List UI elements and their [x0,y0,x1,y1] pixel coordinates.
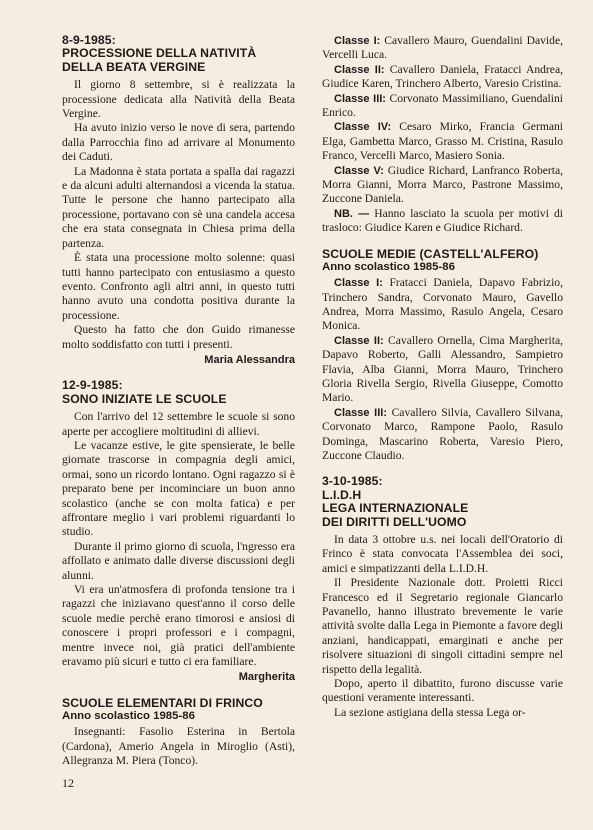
article-body [62,725,295,768]
class-entry [322,34,563,63]
article-subtitle: Anno scolastico 1985-86 [62,710,195,723]
page-number: 12 [62,776,74,790]
paragraph: Insegnanti: Fasolio Esterina in Bertola (Cardona), Amerio Angela in Miroglio (Asti), Allegranza M. Piera (Tonco). [62,725,295,768]
class-students: Cesaro Mirko, Francia Germani Elga, Gambetta Marco, Grasso M. Cristina, Rasulo Franco, Vercelli Marco, Masiero Sonia. [322,120,563,163]
class-label: Classe II: [334,334,384,347]
class-label: Classe I: [334,35,381,47]
paragraph: La sezione astigiana della stessa Lega or- [334,705,526,719]
article-title: SCUOLE MEDIE (CASTELL'ALFERO) [322,246,539,261]
class-label: Classe I: [334,277,383,290]
class-entry [322,92,563,121]
class-students: Corvonato Massimiliano, Guendalini Enrico. [322,91,563,120]
article-title: DELLA BEATA VERGINE [62,59,206,74]
class-entry [322,120,563,163]
paragraph: Vi era un'atmosfera di profonda tensione tra i ragazzi che iniziavano quest'anno il corso delle scuole medie perchè erano timorosi e ansiosi di conoscere i propri professori e i compagni, mentre invece noi, già pratici dell'ambiente eravamo più sicuri e tutto ci era familiare. [62,583,295,669]
article-date: 12-9-1985: [62,378,123,393]
class-label: Classe III: [334,406,388,419]
paragraph: Il giorno 8 settembre, si è realizzata la processione dedicata alla Natività della Beata Vergine. [62,78,295,121]
class-label: Classe II: [334,63,385,76]
paragraph: Questo ha fatto che don Guido rimanesse molto soddisfatto con tutti i presenti. [62,323,295,351]
paragraph: Dopo, aperto il dibattito, furono discusse varie questioni veramente interessanti. [322,677,563,705]
article-title: SONO INIZIATE LE SCUOLE [62,391,227,406]
article-scuole-medie [322,248,563,464]
nb-label: NB. — [334,207,370,220]
class-entry [322,406,563,464]
paragraph: La Madonna è stata portata a spalla dai ragazzi e da alcuni adulti alternandosi a vicenda la statua. Tutte le persone che hanno partecipato alla processione, portavano con sè una candela accesa che era stata consegnata in Chiesa prima della partenza. [62,164,295,250]
article-subtitle: Anno scolastico 1985-86 [322,261,455,274]
class-label: Classe V: [334,164,384,177]
article-body [62,410,295,669]
right-column [322,34,563,720]
article-title: L.I.D.H [322,487,362,502]
article-scuole [62,379,295,685]
paragraph: Durante il primo giorno di scuola, l'ngresso era affollato e animato dalle diverse discussioni degli alunni. [62,539,295,582]
article-title: LEGA INTERNAZIONALE [322,501,469,516]
article-lidh [322,475,563,720]
elementari-classes [322,34,563,236]
class-students: Cavallero Ornella, Cima Margherita, Dapavo Roberto, Galli Alessandro, Sampietro Flavia, Alba Gianni, Morra Mauro, Trinchero Gloria Rivella Sergio, Rivella Giuseppe, Comotto Mario. [322,333,563,405]
class-entry [322,164,563,207]
paragraph: Il Presidente Nazionale dott. Proietti Ricci Francesco ed il Segretario regionale Giancarlo Pavanello, hanno illustrato brevemente le varie attività svolte dalla Lega in Piemonte a favore degli anziani, handicappati, emarginati e anche per risolvere situazioni di singoli cittadini sempre nel rispetto della legalità. [322,576,563,676]
article-title: PROCESSIONE DELLA NATIVITÀ [62,46,257,61]
nota-bene [322,207,563,236]
class-students: Cavallero Daniela, Fratacci Andrea, Giudice Karen, Trinchero Alberto, Varesio Cristina. [322,62,563,91]
class-entry [322,334,563,406]
paragraph: Con l'arrivo del 12 settembre le scuole si sono aperte per accogliere moltitudini di allievi. [62,410,295,438]
class-entry [322,276,563,334]
article-signature: Maria Alessandra [204,353,295,366]
paragraph: Le vacanze estive, le gite spensierate, le belle giornate trascorse in compagnia degli amici, ormai, sono un ricordo lontano. Ogni ragazzo si è preparato bene per incominciare un buon anno scolastico (anche se con molta fatica) e per affrontare meglio i vari problemi riguardanti lo studio. [62,438,295,539]
article-processione [62,34,295,367]
article-title: DEI DIRITTI DELL'UOMO [322,514,467,529]
nb-text: Hanno lasciato la scuola per motivi di trasloco: Giudice Karen e Giudice Richard. [322,206,563,235]
article-date: 3-10-1985: [322,474,383,489]
paragraph: Ha avuto inizio verso le nove di sera, partendo dalla Parrocchia fino ad arrivare al Monumento dei Caduti. [62,121,295,164]
class-label: Classe III: [334,92,386,105]
article-date: 8-9-1985: [62,33,116,47]
article-body [322,533,563,720]
article-elementari [62,697,295,769]
class-entry [322,63,563,92]
class-students: Cavallero Silvia, Cavallero Silvana, Corvonato Marco, Rampone Paolo, Rasulo Dominga, Mascarino Roberta, Varesio Piero, Zuccone Claudio. [322,405,563,462]
paragraph: È stata una processione molto solenne: quasi tutti hanno partecipato con entusiasmo a questo evento. Confronto agli altri anni, in questo tutti hanno avuto una condotta positiva durante la processione. [62,251,295,322]
class-label: Classe IV: [334,121,392,134]
left-column [62,34,295,769]
class-students: Giudice Richard, Lanfranco Roberta, Morra Gianni, Morra Marco, Pastrone Massimo, Zuccone Daniela. [322,163,564,206]
article-signature: Margherita [238,671,295,684]
paragraph: In data 3 ottobre u.s. nei locali dell'Oratorio di Frinco è stata convocata l'Assemblea dei soci, amici e simpatizzanti della L.I.D.H. [322,533,563,575]
class-students: Fratacci Daniela, Dapavo Fabrizio, Trinchero Sandra, Corvonato Mauro, Gavello Andrea, Morra Massimo, Rasulo Angela, Cesaro Monica. [322,276,563,333]
article-body [62,78,295,352]
article-title: SCUOLE ELEMENTARI DI FRINCO [62,695,263,710]
class-students: Cavallero Mauro, Guendalini Davide, Vercelli Luca. [322,34,563,62]
